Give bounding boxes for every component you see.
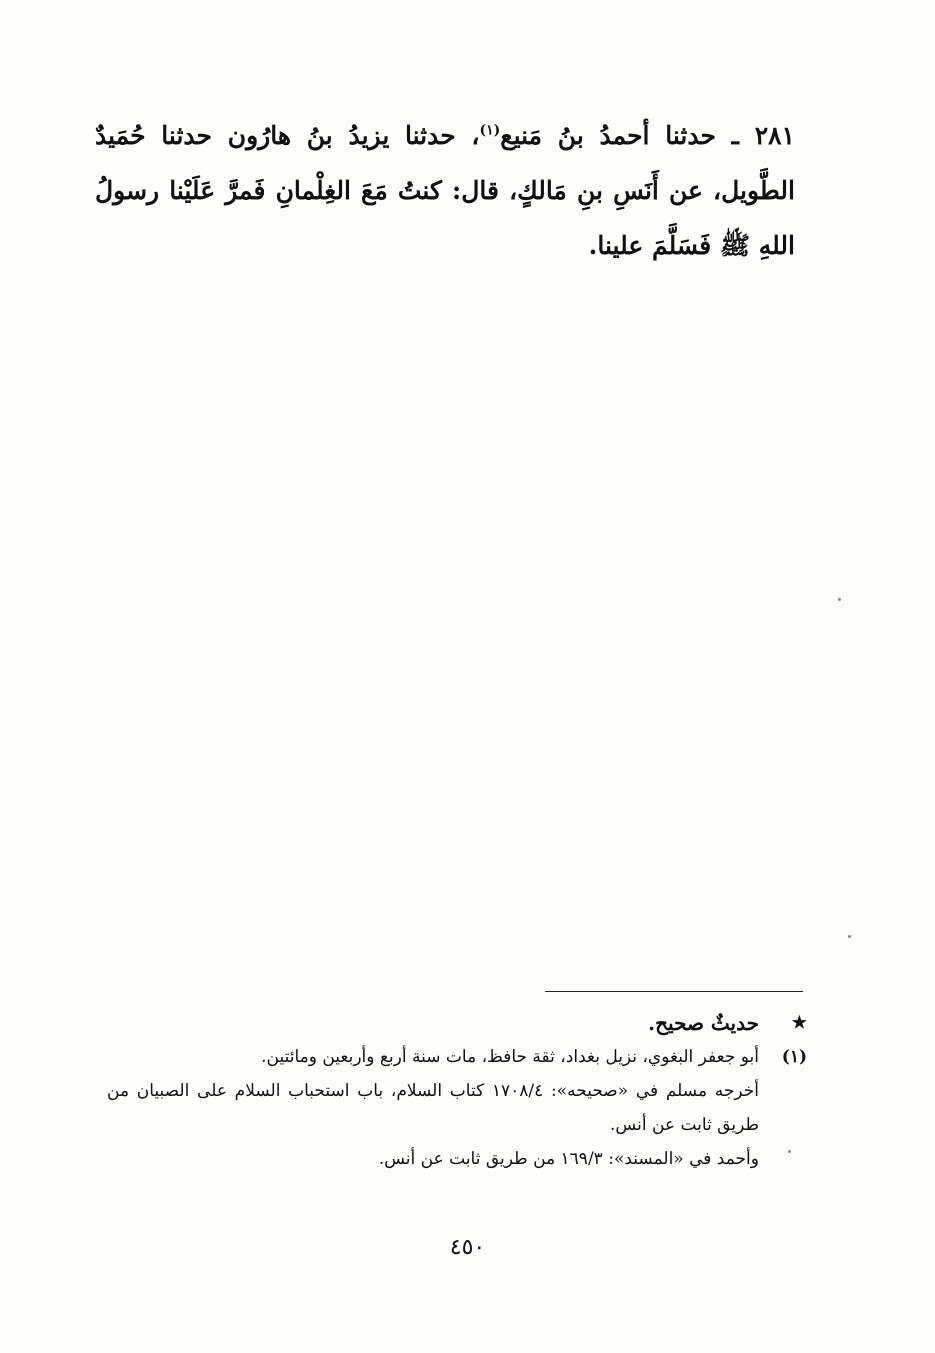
footnote-1-line-2: أخرجه مسلم في «صحيحه»: ١٧٠٨/٤ كتاب السلام، باب استحباب السلام على الصبيان من طريق ثابت عن أنس. — [107, 1081, 759, 1135]
page-number: ٤٥٠ — [449, 1235, 486, 1260]
hadith-paragraph — [95, 108, 795, 273]
footnotes-section — [107, 1006, 807, 1176]
hadith-dash: ـ — [731, 121, 739, 150]
footnote-1-marker: (١) — [781, 1047, 807, 1067]
footnote-1 — [107, 1040, 807, 1074]
hadith-text-after-note: ، حدثنا يزيدُ بنُ هارُون حدثنا حُمَيدٌ الطَّويل، عن أَنَسِ بنِ مَالكٍ، قال: كنتُ مَعَ الغِلْمانِ فَمرَّ عَلَيْنا رسولُ اللهِ ﷺ فَسَلَّمَ علينا. — [95, 121, 795, 260]
grade-note — [107, 1006, 807, 1040]
paper-speck — [848, 935, 851, 938]
star-icon: ★ — [791, 1013, 807, 1033]
footnote-1-line-3: وأحمد في «المسند»: ١٦٩/٣ من طريق ثابت عن أنس. — [378, 1149, 759, 1169]
hadith-number: ٢٨١ — [754, 121, 795, 150]
footnote-1-line-1: أبو جعفر البغوي، نزيل بغداد، ثقة حافظ، مات سنة أربع وأربعين ومائتين. — [261, 1047, 759, 1067]
footnote-reference: (١) — [479, 122, 501, 139]
paper-speck — [838, 598, 841, 601]
hadith-text-before-note: حدثنا أحمدُ بنُ مَنيع — [500, 121, 716, 150]
paper-speck — [788, 1150, 791, 1153]
footnote-divider — [545, 991, 803, 992]
grade-text: حديثٌ صحيح. — [648, 1011, 759, 1035]
